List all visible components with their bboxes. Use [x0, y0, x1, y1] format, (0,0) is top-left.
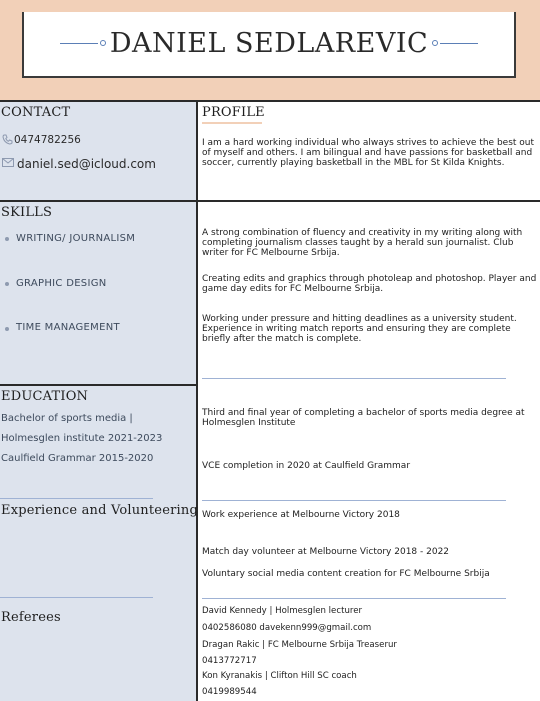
contact-email: daniel.sed@icloud.com	[17, 157, 156, 171]
decorative-line-left	[60, 43, 98, 44]
education-desc-2: VCE completion in 2020 at Caulfield Grammar	[202, 461, 411, 471]
divider-rule	[0, 597, 153, 598]
skill-text-graphic-design: Creating edits and graphics through photoleap and photoshop. Player and game day edits for FC Melbourne Srbija.	[202, 274, 537, 294]
education-line-3: Caulfield Grammar 2015-2020	[1, 453, 154, 464]
divider-rule	[202, 378, 506, 379]
skill-bullet	[5, 237, 9, 241]
resume-name: DANIEL SEDLAREVIC	[109, 27, 429, 59]
skill-text-writing: A strong combination of fluency and creativity in my writing along with completing journalism classes taught by a herald sun journalist. Club writer for FC Melbourne Srbija.	[202, 228, 523, 258]
experience-item: Match day volunteer at Melbourne Victory 2018 - 2022	[202, 547, 450, 557]
education-line-2: Holmesglen institute 2021-2023	[1, 433, 163, 444]
profile-text: I am a hard working individual who always strives to achieve the best out of myself and others. I am bilingual and have passions for basketball and soccer, currently playing basketball in the MBL for St Kilda Knights.	[202, 138, 535, 168]
envelope-icon	[2, 158, 14, 167]
skill-label-time-management: TIME MANAGEMENT	[16, 322, 120, 333]
education-desc-1: Third and final year of completing a bachelor of sports media degree at Holmesglen Institute	[202, 408, 525, 428]
experience-item: Voluntary social media content creation for FC Melbourne Srbija	[202, 569, 490, 579]
skills-heading: SKILLS	[1, 205, 53, 220]
name-box	[22, 12, 516, 78]
referees-heading: Referees	[1, 610, 61, 625]
skill-label-graphic-design: GRAPHIC DESIGN	[16, 278, 107, 289]
decorative-line-right	[440, 43, 478, 44]
referee-line: 0402586080 davekenn999@gmail.com	[202, 623, 372, 633]
skill-bullet	[5, 327, 9, 331]
decorative-dot-right	[432, 40, 438, 46]
divider-rule	[202, 598, 506, 599]
section-divider-top	[0, 100, 540, 102]
education-line-1: Bachelor of sports media |	[1, 413, 133, 424]
referee-line: 0419989544	[202, 687, 257, 697]
referee-line: David Kennedy | Holmesglen lecturer	[202, 606, 363, 616]
section-divider-skills	[0, 200, 540, 202]
referee-line: 0413772717	[202, 656, 257, 666]
experience-heading: Experience and Volunteering	[1, 503, 198, 518]
contact-heading: CONTACT	[1, 105, 71, 120]
referee-line: Dragan Rakic | FC Melbourne Srbija Treaserur	[202, 640, 397, 650]
divider-rule	[0, 498, 153, 499]
header-band	[0, 0, 540, 100]
experience-item: Work experience at Melbourne Victory 2018	[202, 510, 400, 520]
divider-rule	[202, 500, 506, 501]
contact-phone: 0474782256	[14, 134, 81, 146]
referee-line: Kon Kyranakis | Clifton Hill SC coach	[202, 671, 357, 681]
name-row	[24, 26, 514, 60]
education-heading: EDUCATION	[1, 389, 89, 404]
profile-heading-underline	[202, 122, 262, 124]
phone-icon	[2, 134, 13, 145]
skill-bullet	[5, 282, 9, 286]
section-divider-education	[0, 384, 198, 386]
skill-text-time-management: Working under pressure and hitting deadlines as a university student. Experience in writing match reports and ensuring they are complete briefly after the match is complete.	[202, 314, 517, 344]
decorative-dot-left	[100, 40, 106, 46]
profile-heading: PROFILE	[202, 105, 265, 120]
skill-label-writing: WRITING/ JOURNALISM	[16, 233, 136, 244]
